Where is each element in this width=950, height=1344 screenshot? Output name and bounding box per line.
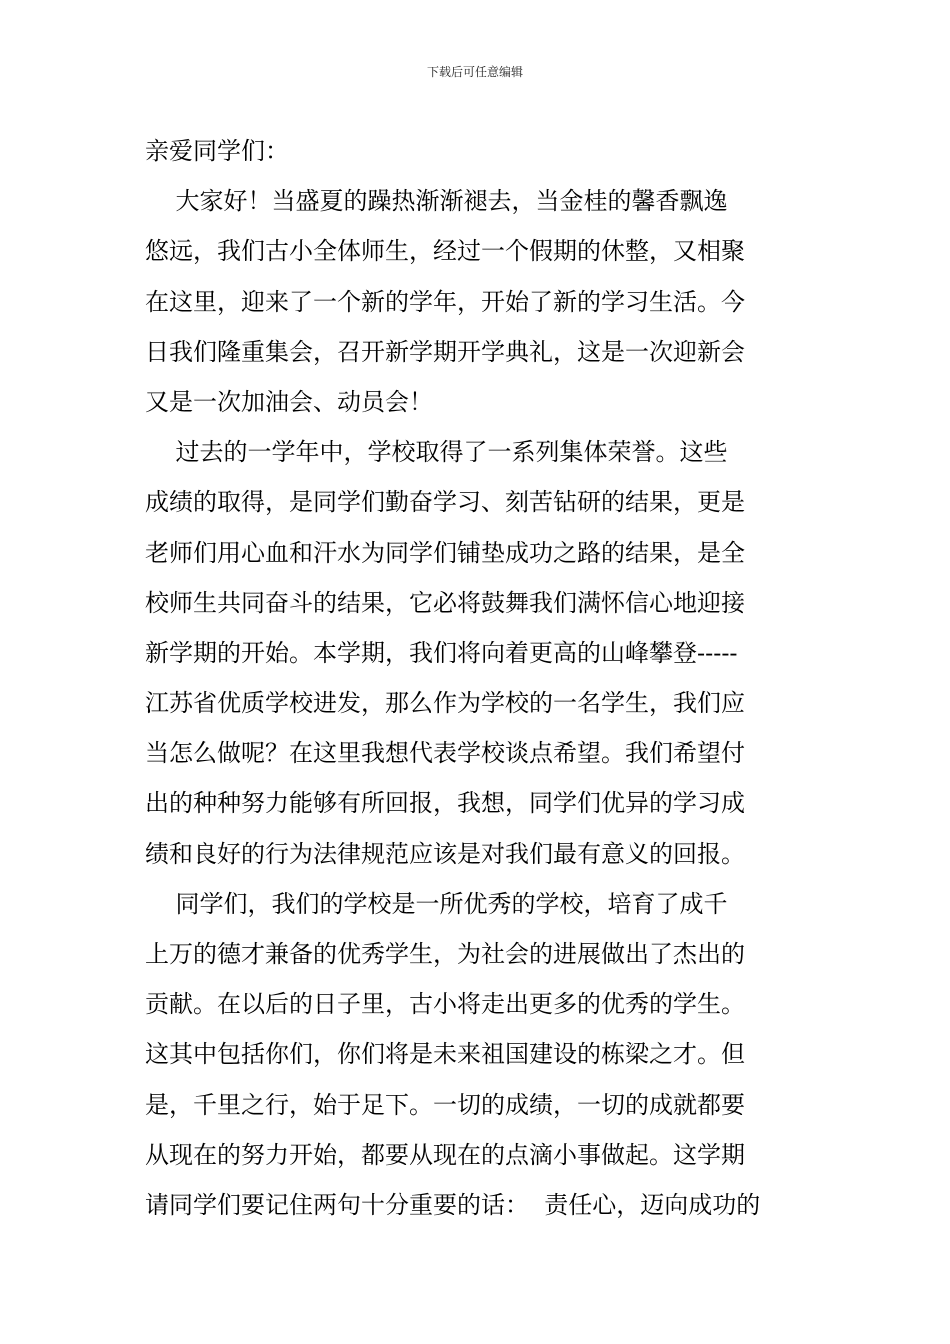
text-line: 成绩的取得，是同学们勤奋学习、刻苦钻研的结果，更是 [145, 488, 745, 517]
page-header: 下载后可任意编辑 [426, 65, 523, 79]
text-line: 这其中包括你们，你们将是未来祖国建设的栋梁之才。但 [145, 1040, 745, 1069]
text-line: 江苏省优质学校进发，那么作为学校的一名学生，我们应 [145, 689, 745, 718]
text-line: 校师生共同奋斗的结果，它必将鼓舞我们满怀信心地迎接 [145, 588, 745, 617]
text-line: 同学们，我们的学校是一所优秀的学校，培育了成千 [145, 889, 728, 918]
text-line: 绩和良好的行为法律规范应该是对我们最有意义的回报。 [145, 839, 745, 868]
text-line: 上万的德才兼备的优秀学生，为社会的进展做出了杰出的 [145, 940, 745, 968]
text-line: 当怎么做呢？在这里我想代表学校谈点希望。我们希望付 [145, 739, 745, 768]
text-line: 悠远，我们古小全体师生，经过一个假期的休整，又相聚 [145, 237, 745, 266]
text-line: 从现在的努力开始，都要从现在的点滴小事做起。这学期 [145, 1140, 745, 1169]
document-body [145, 126, 815, 1230]
text-line: 是，千里之行，始于足下。一切的成绩，一切的成就都要 [145, 1090, 745, 1119]
text-line: 日我们隆重集会，召开新学期开学典礼，这是一次迎新会 [145, 337, 745, 366]
text-line: 贡献。在以后的日子里，古小将走出更多的优秀的学生。 [145, 990, 745, 1019]
text-line: 新学期的开始。本学期，我们将向着更高的山峰攀登----- [145, 638, 738, 667]
text-line: 在这里，迎来了一个新的学年，开始了新的学习生活。今 [145, 287, 745, 316]
text-line: 过去的一学年中，学校取得了一系列集体荣誉。这些 [145, 438, 728, 467]
text-line: 出的种种努力能够有所回报，我想，同学们优异的学习成 [145, 789, 745, 818]
salutation-line: 亲爱同学们： [145, 137, 289, 165]
text-line: 请同学们要记住两句十分重要的话： 责任心，迈向成功的 [145, 1190, 761, 1219]
text-line: 又是一次加油会、动员会！ [145, 387, 433, 416]
text-line: 大家好！当盛夏的躁热渐渐褪去，当金桂的馨香飘逸 [145, 187, 728, 216]
text-line: 老师们用心血和汗水为同学们铺垫成功之路的结果，是全 [145, 538, 745, 567]
